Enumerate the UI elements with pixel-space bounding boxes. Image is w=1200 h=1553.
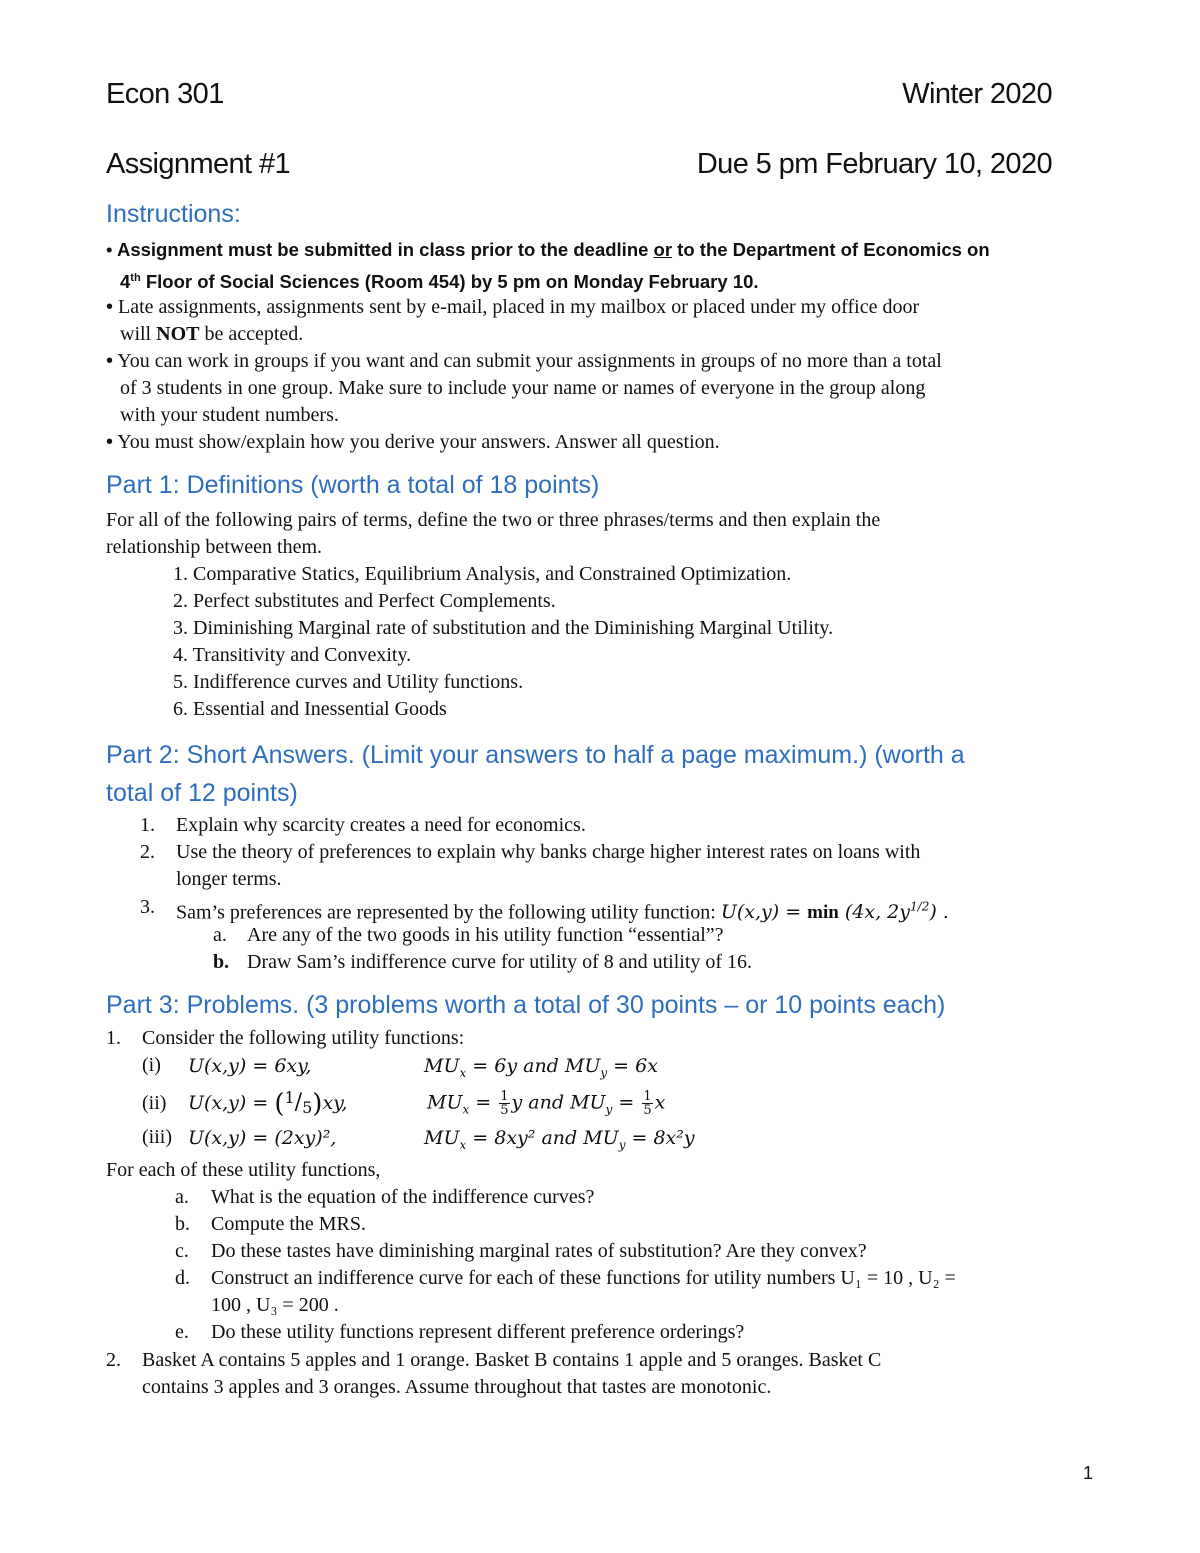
term: Winter 2020 xyxy=(902,78,1052,110)
list-item: d. Construct an indifference curve for each of these functions for utility numbers U₁ = 10 , U₂ = xyxy=(175,1267,956,1289)
list-item: a. What is the equation of the indifference curves? xyxy=(175,1186,595,1208)
utility-function-ii-mu: $MU_x$ = $\frac{1}{5}$ y and $MU_y$ = $\frac{1}{5}$ x xyxy=(427,1089,666,1118)
list-item: 5. Indifference curves and Utility functions. xyxy=(173,671,524,693)
fraction: $\frac{1}{5}$ xyxy=(500,1089,509,1118)
utility-function-iii-u: U(x,y) = (2xy)², xyxy=(188,1127,337,1149)
list-item: c. Do these tastes have diminishing marginal rates of substitution? Are they convex? xyxy=(175,1240,867,1262)
list-item: 1. Comparative Statics, Equilibrium Analysis, and Constrained Optimization. xyxy=(173,563,792,585)
utility-function-ii-u: $U(x,y) = (^1/_5)xy$, xyxy=(188,1088,348,1119)
list-item: 4. Transitivity and Convexity. xyxy=(173,644,412,666)
list-item: 100 , U₃ = 200 . xyxy=(211,1294,339,1316)
part2-question-3: 3. Sam’s preferences are represented by the following utility function: U(x,y) = min (4x, $2y^{1/2}$) . xyxy=(140,896,949,924)
page-number: 1 xyxy=(1083,1463,1094,1483)
for-each-line: For each of these utility functions, xyxy=(106,1159,381,1181)
bullet: • xyxy=(106,296,114,318)
utility-function-i-mu: $MU_x = 6y$ and $MU_y = 6x$ xyxy=(424,1055,658,1080)
instruction-bullet-1: • Assignment must be submitted in class prior to the deadline or to the Department of Economics on 4th Floor of Social Sciences (Room 454) by 5 pm on Monday February 10. xyxy=(106,239,990,293)
part1-heading: Part 1: Definitions (worth a total of 18 points) xyxy=(106,471,600,499)
part2-question-2: 2. Use the theory of preferences to explain why banks charge higher interest rates on loans with longer terms. xyxy=(140,841,921,890)
instruction-bullet-2: • Late assignments, assignments sent by e-mail, placed in my mailbox or placed under my office door will NOT be accepted. xyxy=(106,296,920,345)
part3-problem-2: 2. Basket A contains 5 apples and 1 orange. Basket B contains 1 apple and 5 oranges. Basket C contains 3 apples and 3 oranges. Assume throughout that tastes are monotonic. xyxy=(106,1349,882,1398)
bullet: • xyxy=(106,239,113,260)
fraction: $\frac{1}{5}$ xyxy=(643,1089,652,1118)
instruction-bullet-4: • You must show/explain how you derive your answers. Answer all question. xyxy=(106,431,720,453)
part2-question-1: 1. Explain why scarcity creates a need for economics. xyxy=(140,814,586,836)
part2-question-3b: b. Draw Sam’s indifference curve for utility of 8 and utility of 16. xyxy=(213,951,753,973)
part2-heading: Part 2: Short Answers. (Limit your answers to half a page maximum.) (worth a total of 12 points) xyxy=(106,741,965,807)
utility-function-ii: (ii) xyxy=(142,1092,167,1114)
list-item: 2. Perfect substitutes and Perfect Complements. xyxy=(173,590,556,612)
list-item: 3. Diminishing Marginal rate of substitution and the Diminishing Marginal Utility. xyxy=(173,617,834,639)
part3-problem-1-intro: 1. Consider the following utility functions: xyxy=(106,1027,465,1049)
list-item: e. Do these utility functions represent different preference orderings? xyxy=(175,1321,745,1343)
part1-intro: For all of the following pairs of terms, define the two or three phrases/terms and then explain the relationship between them. xyxy=(106,509,881,558)
utility-function-iii-mu: $MU_x = 8xy^2$ and $MU_y = 8x^2y$ xyxy=(424,1127,695,1152)
utility-function-i: (i) xyxy=(142,1054,161,1076)
instructions-heading: Instructions: xyxy=(106,200,241,228)
utility-function-iii: (iii) xyxy=(142,1126,172,1148)
list-item: b. Compute the MRS. xyxy=(175,1213,367,1235)
utility-function: U(x,y) = min (4x, $2y^{1/2}$) . xyxy=(720,900,949,924)
due-date: Due 5 pm February 10, 2020 xyxy=(696,148,1052,180)
part3-heading: Part 3: Problems. (3 problems worth a total of 30 points – or 10 points each) xyxy=(106,991,946,1019)
instruction-bullet-3: • You can work in groups if you want and can submit your assignments in groups of no more than a total of 3 students in one group. Make sure to include your name or names of everyone in the group along with your student numbers. xyxy=(106,350,942,426)
utility-function-i-u: U(x,y) = 6xy, xyxy=(188,1055,312,1077)
bullet: • xyxy=(106,350,114,372)
part1-list xyxy=(173,561,1073,723)
part3-sub-items xyxy=(175,1184,1095,1346)
list-item: 6. Essential and Inessential Goods xyxy=(173,698,447,720)
assignment-title: Assignment #1 xyxy=(106,148,291,180)
course-title: Econ 301 xyxy=(106,78,224,110)
bullet: • xyxy=(106,431,114,453)
part2-question-3a: a. Are any of the two goods in his utility function “essential”? xyxy=(213,924,724,946)
